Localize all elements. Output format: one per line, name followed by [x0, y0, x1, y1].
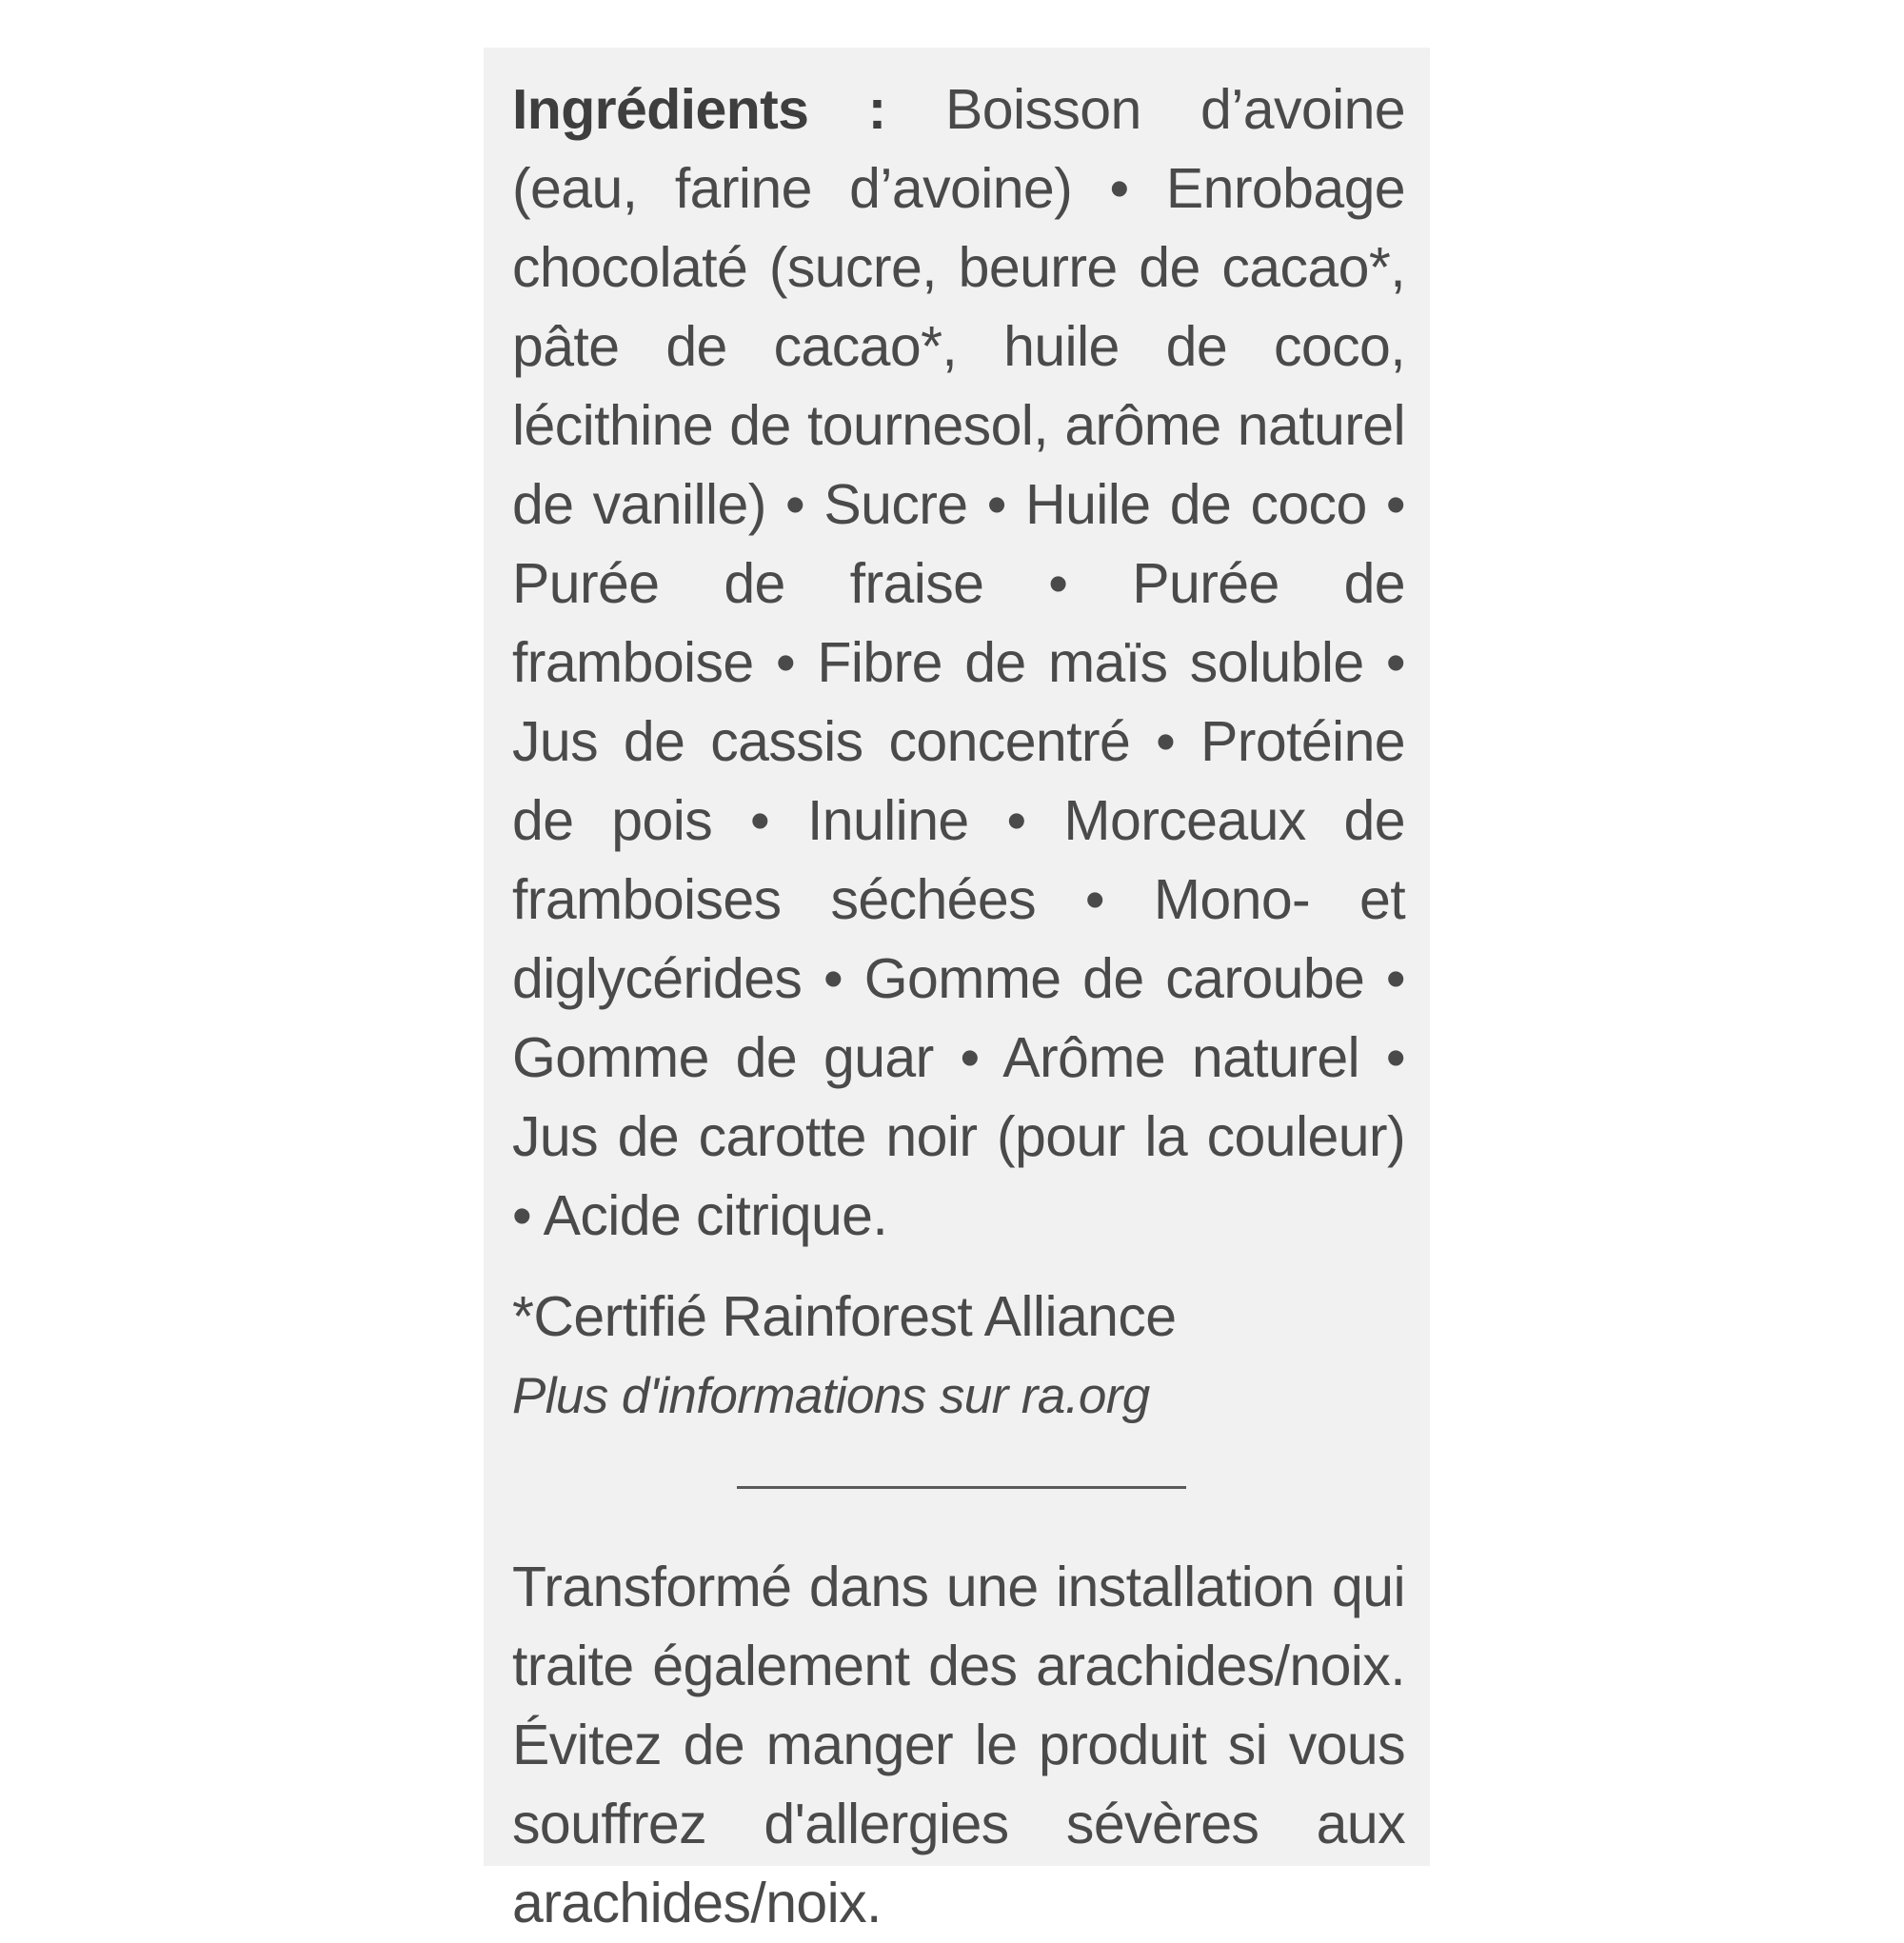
ingredients-list: Boisson d’avoine (eau, farine d’avoine) • Enrobage chocolaté (sucre, beurre de cacao*, pâte de cacao*, huile de coco, lécithine de tournesol, arôme naturel de vanille) • Sucre • Huile de coco • Purée de fraise • Purée de framboise • Fibre de maïs soluble • Jus de cassis concentré • Protéine de pois • Inuline • Morceaux de framboises séchées • Mono- et diglycérides • Gomme de caroube • Gomme de guar • Arôme naturel • Jus de carotte noir (pour la couleur) • Acide citrique.: [512, 78, 1405, 1247]
ingredients-paragraph: [512, 70, 1405, 1256]
ingredients-label-panel: [484, 48, 1430, 1934]
more-info-note: Plus d'informations sur ra.org: [512, 1368, 1150, 1424]
allergy-warning: Transformé dans une installation qui traite également des arachides/noix. Évitez de manger le produit si vous souffrez d'allergies sévères aux arachides/noix.: [512, 1556, 1405, 1934]
ingredients-heading: Ingrédients :: [512, 78, 886, 141]
section-divider: [737, 1486, 1186, 1489]
certification-note: *Certifié Rainforest Alliance: [512, 1285, 1177, 1348]
